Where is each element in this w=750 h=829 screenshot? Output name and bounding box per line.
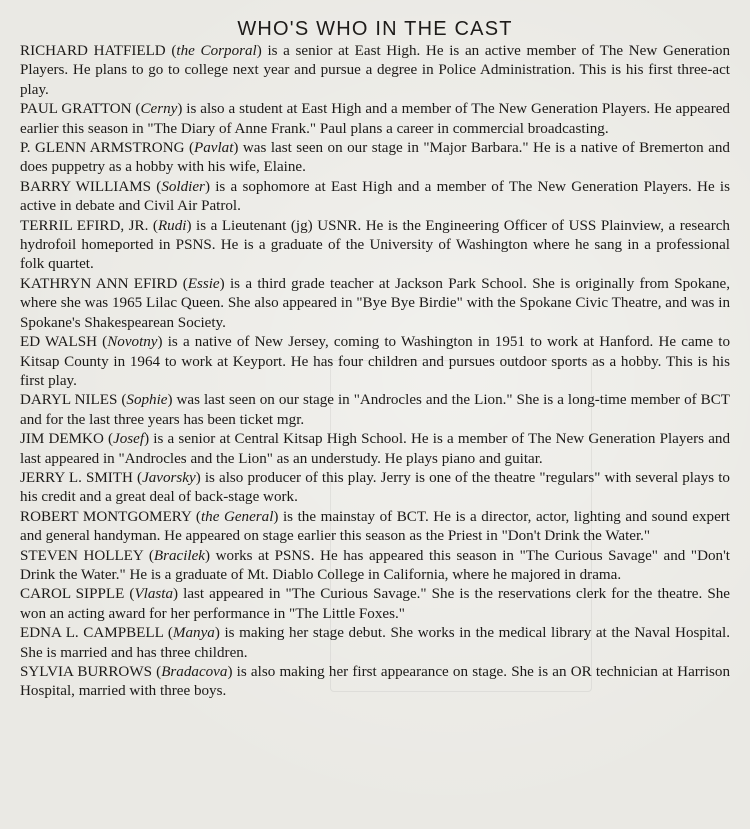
cast-name: JERRY L. SMITH [20,469,133,486]
cast-role: Essie [187,275,220,292]
cast-entry: BARRY WILLIAMS (Soldier) is a sophomore at East High and a member of The New Generation Players. He is active in debate and Civil Air Patrol. [20,178,730,215]
cast-role: the General [200,508,274,525]
cast-entry: RICHARD HATFIELD (the Corporal) is a senior at East High. He is an active member of The New Generation Players. He plans to go to college next year and pursue a degree in Police Administration. This is his first three-act play. [20,43,730,98]
page-title: WHO'S WHO IN THE CAST [237,18,513,40]
cast-name: KATHRYN ANN EFIRD [20,275,178,292]
cast-name: DARYL NILES [20,392,118,409]
cast-entry: ED WALSH (Novotny) is a native of New Jersey, coming to Washington in 1951 to work at Hanford. He came to Kitsap County in 1964 to work at Keyport. He has four children and pursues outdoor sports as a hobby. This is his first play. [20,334,730,389]
cast-bio: is the mainstay of BCT. He is a director, actor, lighting and sound expert and general handyman. He appeared on stage earlier this season as the Priest in "Don't Drink the Water." [20,508,730,545]
cast-name: STEVEN HOLLEY [20,547,144,564]
cast-entry: JIM DEMKO (Josef) is a senior at Central Kitsap High School. He is a member of The New Generation Players and last appeared in "Androcles and the Lion" as an understudy. He plays piano and guitar. [20,431,730,467]
cast-bio: is also making her first appearance on stage. She is an OR technician at Harrison Hospital, married with three boys. [20,664,730,700]
cast-name: TERRIL EFIRD, JR. [20,217,149,234]
cast-bio: was last seen on our stage in "Major Barbara." He is a native of Bremerton and does puppetry as a hobby with his wife, Elaine. [20,140,730,176]
cast-name: RICHARD HATFIELD [20,43,166,59]
cast-name: JIM DEMKO [20,431,104,448]
cast-role: Manya [172,625,215,642]
cast-entry: EDNA L. CAMPBELL (Manya) is making her stage debut. She works in the medical library at the Naval Hospital. She is married and has three children. [20,625,730,661]
cast-role: Novotny [107,334,158,351]
cast-entry: JERRY L. SMITH (Javorsky) is also producer of this play. Jerry is one of the theatre "regulars" with several plays to his credit and a great deal of back-stage work. [20,469,730,506]
cast-bio: is a senior at East High. He is an active member of The New Generation Players. He plans to go to college next year and pursue a degree in Police Administration. This is his first three-act play. [20,43,730,98]
cast-role: Bradacova [161,664,228,680]
cast-role: the Corporal [176,43,257,59]
cast-entry: SYLVIA BURROWS (Bradacova) is also making her first appearance on stage. She is an OR technician at Harrison Hospital, married with three boys. [20,664,730,700]
cast-name: EDNA L. CAMPBELL [20,625,164,642]
cast-name: BARRY WILLIAMS [20,178,152,195]
cast-role: Vlasta [134,586,174,603]
cast-entry: STEVEN HOLLEY (Bracilek) works at PSNS. He has appeared this season in "The Curious Savage" and "Don't Drink the Water." He is a graduate of Mt. Diablo College in California, where he majored in drama. [20,547,730,583]
cast-name: ROBERT MONTGOMERY [20,508,192,525]
cast-bio: is a sophomore at East High and a member of The New Generation Players. He is active in debate and Civil Air Patrol. [20,178,730,215]
cast-role: Javorsky [142,469,196,486]
cast-name: SYLVIA BURROWS [20,664,152,680]
cast-name: CAROL SIPPLE [20,586,125,603]
cast-name: P. GLENN ARMSTRONG [20,140,185,157]
cast-bio: last appeared in "The Curious Savage." She is the reservations clerk for the theatre. She won an acting award for her performance in "The Little Foxes." [20,586,730,622]
cast-role: Soldier [161,178,205,195]
cast-entry: CAROL SIPPLE (Vlasta) last appeared in "The Curious Savage." She is the reservations clerk for the theatre. She won an acting award for her performance in "The Little Foxes." [20,586,730,622]
cast-entry: PAUL GRATTON (Cerny) is also a student at East High and a member of The New Generation Players. He appeared earlier this season in "The Diary of Anne Frank." Paul plans a career in commercial broadcasting. [20,101,730,137]
cast-role: Cerny [140,101,178,118]
cast-role: Sophie [126,392,168,409]
cast-entry: ROBERT MONTGOMERY (the General) is the mainstay of BCT. He is a director, actor, lighting and sound expert and general handyman. He appeared on stage earlier this season as the Priest in "Don't Drink the Water." [20,508,730,545]
cast-role: Rudi [157,217,187,234]
cast-entry: P. GLENN ARMSTRONG (Pavlat) was last seen on our stage in "Major Barbara." He is a native of Bremerton and does puppetry as a hobby with his wife, Elaine. [20,140,730,176]
cast-name: ED WALSH [20,334,97,351]
cast-bio: is also a student at East High and a member of The New Generation Players. He appeared earlier this season in "The Diary of Anne Frank." Paul plans a career in commercial broadcasting. [20,101,730,137]
cast-bio: was last seen on our stage in "Androcles and the Lion." She is a long-time member of BCT and for the last three years has been ticket mgr. [20,392,730,428]
cast-bios [20,42,730,702]
cast-entry: TERRIL EFIRD, JR. (Rudi) is a Lieutenant (jg) USNR. He is the Engineering Officer of USS Plainview, a research hydrofoil homeported in PSNS. He is a graduate of the University of Washington where he sang in a professional folk quartet. [20,217,730,273]
cast-bio: is a senior at Central Kitsap High School. He is a member of The New Generation Players and last appeared in "Androcles and the Lion" as an understudy. He plays piano and guitar. [20,431,730,467]
cast-bio: is making her stage debut. She works in the medical library at the Naval Hospital. She is married and has three children. [20,625,730,661]
cast-name: PAUL GRATTON [20,101,132,118]
cast-bio: is a Lieutenant (jg) USNR. He is the Engineering Officer of USS Plainview, a research hydrofoil homeported in PSNS. He is a graduate of the University of Washington where he sang in a professional folk quartet. [20,217,730,273]
cast-bio: is a native of New Jersey, coming to Washington in 1951 to work at Hanford. He came to Kitsap County in 1964 to work at Keyport. He has four children and pursues outdoor sports as a hobby. This is his first play. [20,334,730,389]
cast-role: Josef [113,431,145,448]
cast-bio: is also producer of this play. Jerry is one of the theatre "regulars" with several plays to his credit and a great deal of back-stage work. [20,469,730,506]
cast-bio: works at PSNS. He has appeared this season in "The Curious Savage" and "Don't Drink the Water." He is a graduate of Mt. Diablo College in California, where he majored in drama. [20,547,730,583]
cast-role: Bracilek [153,547,206,564]
cast-entry: DARYL NILES (Sophie) was last seen on our stage in "Androcles and the Lion." She is a long-time member of BCT and for the last three years has been ticket mgr. [20,392,730,428]
cast-role: Pavlat [194,140,234,157]
cast-entry: KATHRYN ANN EFIRD (Essie) is a third grade teacher at Jackson Park School. She is originally from Spokane, where she was 1965 Lilac Queen. She also appeared in "Bye Bye Birdie" with the Spokane Civic Theatre, and was in Spokane's Shakespearean Society. [20,275,730,331]
cast-bio: is a third grade teacher at Jackson Park School. She is originally from Spokane, where she was 1965 Lilac Queen. She also appeared in "Bye Bye Birdie" with the Spokane Civic Theatre, and was in Spokane's Shakespearean Society. [20,275,730,331]
